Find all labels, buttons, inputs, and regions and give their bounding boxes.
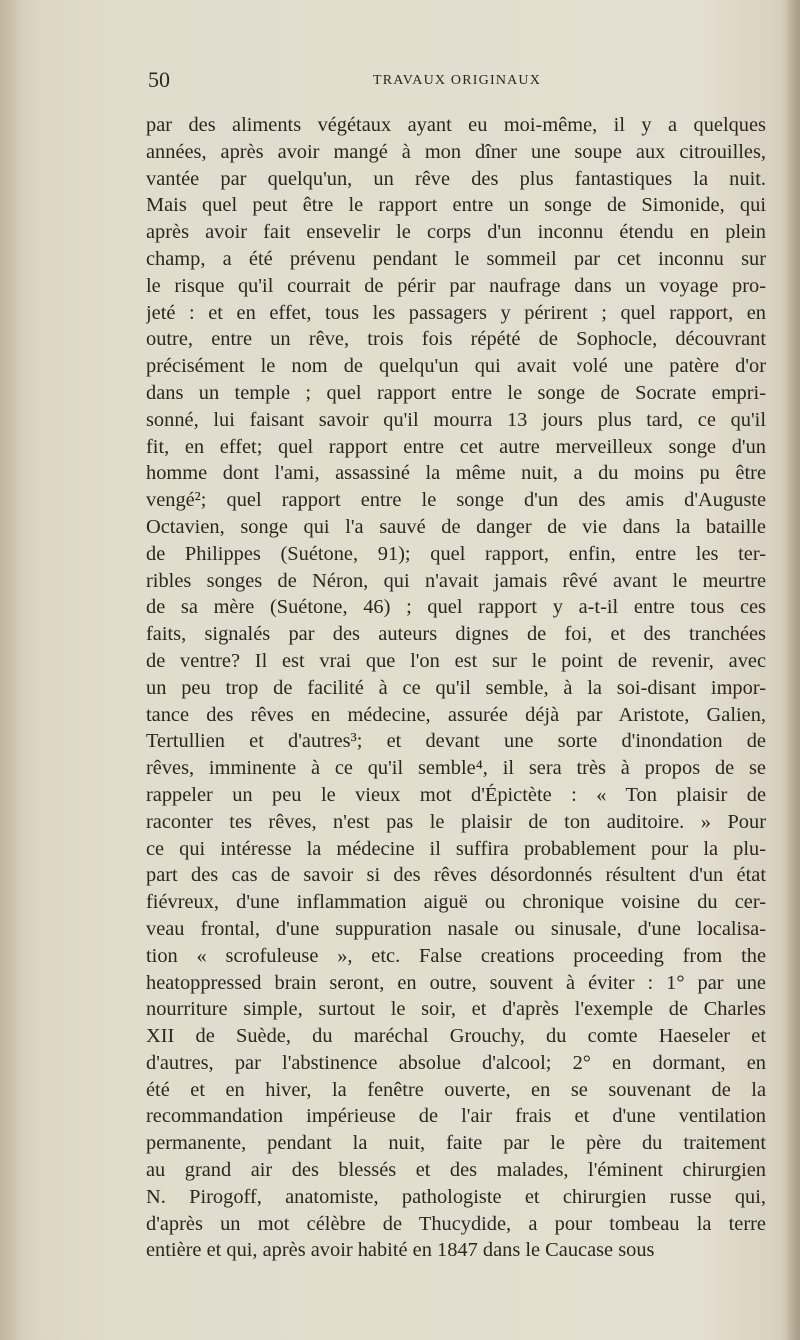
text-line: Octavien, songe qui l'a sauvé de danger de vie dans la bataille xyxy=(146,515,766,538)
text-line: Tertullien et d'autres³; et devant une sorte d'inondation de xyxy=(146,730,766,753)
page-gutter-shadow xyxy=(0,0,22,1340)
body-text xyxy=(146,112,766,1264)
text-line: le risque qu'il courrait de périr par naufrage dans un voyage pro- xyxy=(146,274,766,297)
text-line: après avoir fait ensevelir le corps d'un inconnu étendu en plein xyxy=(146,221,766,244)
text-line: homme dont l'ami, assassiné la même nuit, a du moins pu être xyxy=(146,462,766,485)
text-line: faits, signalés par des auteurs dignes de foi, et des tranchées xyxy=(146,623,766,646)
text-line: été et en hiver, la fenêtre ouverte, en se souvenant de la xyxy=(146,1078,766,1101)
text-line: part des cas de savoir si des rêves désordonnés résultent d'un état xyxy=(146,864,766,887)
text-line: sonné, lui faisant savoir qu'il mourra 13 jours plus tard, ce qu'il xyxy=(146,408,766,431)
text-line: ce qui intéresse la médecine il suffira probablement pour la plu- xyxy=(146,837,766,860)
text-line: de Philippes (Suétone, 91); quel rapport, enfin, entre les ter- xyxy=(146,542,766,565)
text-line: au grand air des blessés et des malades, l'éminent chirurgien xyxy=(146,1159,766,1182)
page-number: 50 xyxy=(148,67,170,92)
text-line: dans un temple ; quel rapport entre le songe de Socrate empri- xyxy=(146,381,766,404)
text-line: d'après un mot célèbre de Thucydide, a pour tombeau la terre xyxy=(146,1212,766,1235)
text-line: tion « scrofuleuse », etc. False creations proceeding from the xyxy=(146,944,766,967)
page-edge-shadow xyxy=(786,0,800,1340)
text-line: précisément le nom de quelqu'un qui avait volé une patère d'or xyxy=(146,355,766,378)
text-line: de sa mère (Suétone, 46) ; quel rapport y a-t-il entre tous ces xyxy=(146,596,766,619)
text-line: vengé²; quel rapport entre le songe d'un des amis d'Auguste xyxy=(146,489,766,512)
text-line: par des aliments végétaux ayant eu moi-même, il y a quelques xyxy=(146,114,766,136)
text-line: de ventre? Il est vrai que l'on est sur le point de revenir, avec xyxy=(146,649,766,672)
text-line: outre, entre un rêve, trois fois répété de Sophocle, découvrant xyxy=(146,328,766,351)
text-line: fit, en effet; quel rapport entre cet autre merveilleux songe d'un xyxy=(146,435,766,458)
text-line: nourriture simple, surtout le soir, et d'après l'exemple de Charles xyxy=(146,998,766,1021)
text-line: recommandation impérieuse de l'air frais et d'une ventilation xyxy=(146,1105,766,1128)
text-line: champ, a été prévenu pendant le sommeil par cet inconnu sur xyxy=(146,247,766,270)
text-line: jeté : et en effet, tous les passagers y périrent ; quel rapport, en xyxy=(146,301,766,324)
text-line: rappeler un peu le vieux mot d'Épictète : « Ton plaisir de xyxy=(146,783,766,806)
text-line: rêves, imminente à ce qu'il semble⁴, il sera très à propos de se xyxy=(146,757,766,780)
text-line: années, après avoir mangé à mon dîner une soupe aux citrouilles, xyxy=(146,140,766,163)
text-line: permanente, pendant la nuit, faite par le père du traitement xyxy=(146,1132,766,1155)
text-line: raconter tes rêves, n'est pas le plaisir de ton auditoire. » Pour xyxy=(146,810,766,833)
page-header xyxy=(148,66,768,94)
text-line: fiévreux, d'une inflammation aiguë ou chronique voisine du cer- xyxy=(146,891,766,914)
text-line: vantée par quelqu'un, un rêve des plus fantastiques la nuit. xyxy=(146,167,766,190)
text-line: Mais quel peut être le rapport entre un songe de Simonide, qui xyxy=(146,194,766,217)
running-head: TRAVAUX ORIGINAUX xyxy=(373,73,542,88)
text-line: XII de Suède, du maréchal Grouchy, du comte Haeseler et xyxy=(146,1025,766,1048)
text-line: entière et qui, après avoir habité en 1847 dans le Caucase sous xyxy=(146,1239,655,1262)
text-line: ribles songes de Néron, qui n'avait jamais rêvé avant le meurtre xyxy=(146,569,766,592)
text-line: tance des rêves en médecine, assurée déjà par Aristote, Galien, xyxy=(146,703,766,726)
text-line: heatoppressed brain seront, en outre, souvent à éviter : 1° par une xyxy=(146,971,766,994)
text-line: veau frontal, d'une suppuration nasale ou sinusale, d'une localisa- xyxy=(146,917,766,940)
text-line: N. Pirogoff, anatomiste, pathologiste et chirurgien russe qui, xyxy=(146,1185,766,1208)
text-line: d'autres, par l'abstinence absolue d'alcool; 2° en dormant, en xyxy=(146,1051,766,1074)
text-line: un peu trop de facilité à ce qu'il semble, à la soi-disant impor- xyxy=(146,676,766,699)
